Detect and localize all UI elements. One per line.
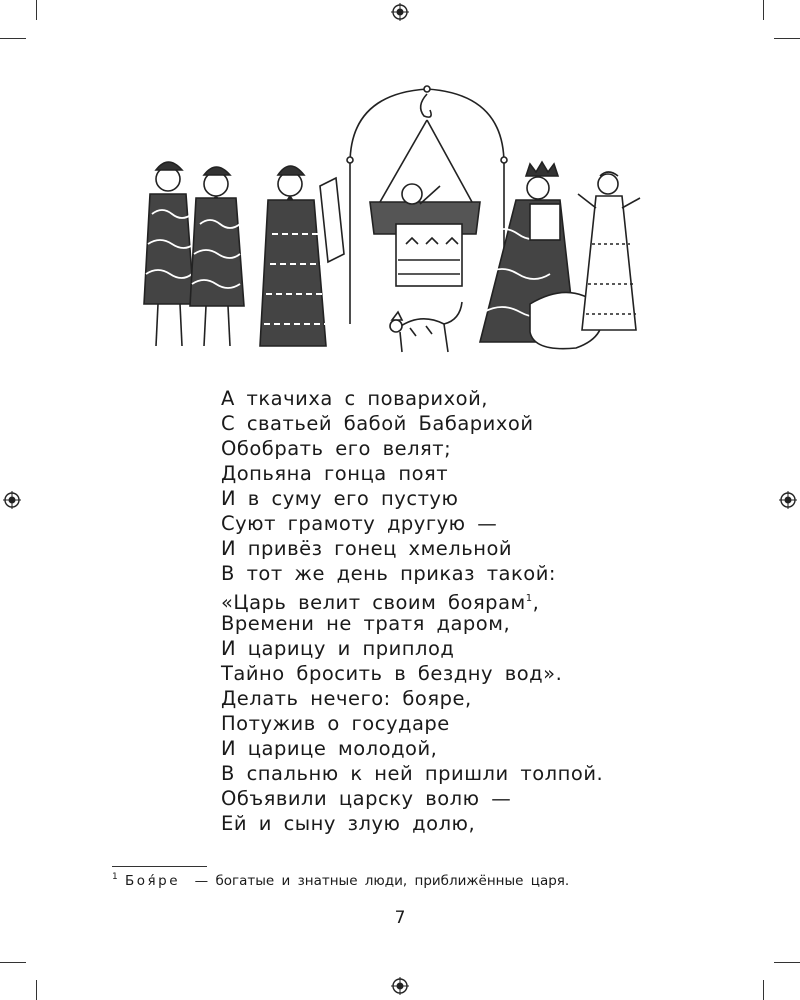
poem-line: С сватьей бабой Бабарихой xyxy=(221,412,534,435)
crop-mark-bottom-right xyxy=(763,980,764,1000)
poem-line: Обобрать его велят; xyxy=(221,437,452,460)
poem-line-punctuation: , xyxy=(532,591,540,614)
crop-mark-bottom-left xyxy=(36,980,37,1000)
poem-line: И царице молодой, xyxy=(221,737,438,760)
poem-line: Объявили царску волю — xyxy=(221,787,512,810)
poem-line: Допьяна гонца поят xyxy=(221,462,449,485)
poem-stanza xyxy=(221,386,603,836)
page-number: 7 xyxy=(394,908,406,928)
poem-line-text: «Царь велит своим боярам xyxy=(221,591,526,614)
boyar-2 xyxy=(190,167,244,346)
crop-mark-top-left-h xyxy=(0,38,26,39)
footnote-reference[interactable]: 1 xyxy=(525,593,533,604)
scroll xyxy=(320,178,344,262)
poem-line: Времени не тратя даром, xyxy=(221,612,511,635)
cradle-blanket xyxy=(396,224,462,286)
poem-line: И царицу и приплод xyxy=(221,637,455,660)
boyar-1 xyxy=(144,162,194,346)
poem-line: А ткачиха с поварихой, xyxy=(221,387,488,410)
cat xyxy=(390,302,462,352)
poem-line: И в суму его пустую xyxy=(221,487,459,510)
footnote-marker: 1 xyxy=(112,872,118,882)
registration-mark-bottom-icon xyxy=(391,977,409,995)
poem-line: Суют грамоту другую — xyxy=(221,512,498,535)
crop-mark-top-left xyxy=(36,0,37,20)
poem-line: В тот же день приказ такой: xyxy=(221,562,556,585)
footnote xyxy=(112,872,569,889)
poem-line-with-footnote xyxy=(221,586,603,614)
footnote-divider xyxy=(112,866,207,867)
baby-head xyxy=(402,184,422,204)
poem-line: В спальню к ней пришли толпой. xyxy=(221,762,604,785)
poem-line: Делать нечего: бояре, xyxy=(221,687,472,710)
crop-mark-top-right-h xyxy=(774,38,800,39)
poem-line: Тайно бросить в бездну вод». xyxy=(221,662,563,685)
poem-line: И привёз гонец хмельной xyxy=(221,537,513,560)
footnote-definition: — богатые и знатные люди, приближённые царя. xyxy=(194,873,570,889)
crop-mark-bottom-left-h xyxy=(0,962,26,963)
crop-mark-top-right xyxy=(763,0,764,20)
boyar-3-with-scroll xyxy=(260,166,344,346)
footnote-term: Боя́ре xyxy=(125,873,181,889)
cradle-hook xyxy=(421,94,432,117)
poem-line: Ей и сыну злую долю, xyxy=(221,812,476,835)
maid xyxy=(578,172,640,330)
crop-mark-bottom-right-h xyxy=(774,962,800,963)
illustration-boyars-and-tsaritsa xyxy=(130,84,660,354)
registration-mark-top-icon xyxy=(391,3,409,21)
registration-mark-right-icon xyxy=(779,491,797,509)
registration-mark-left-icon xyxy=(3,491,21,509)
poem-line: Потужив о государе xyxy=(221,712,450,735)
